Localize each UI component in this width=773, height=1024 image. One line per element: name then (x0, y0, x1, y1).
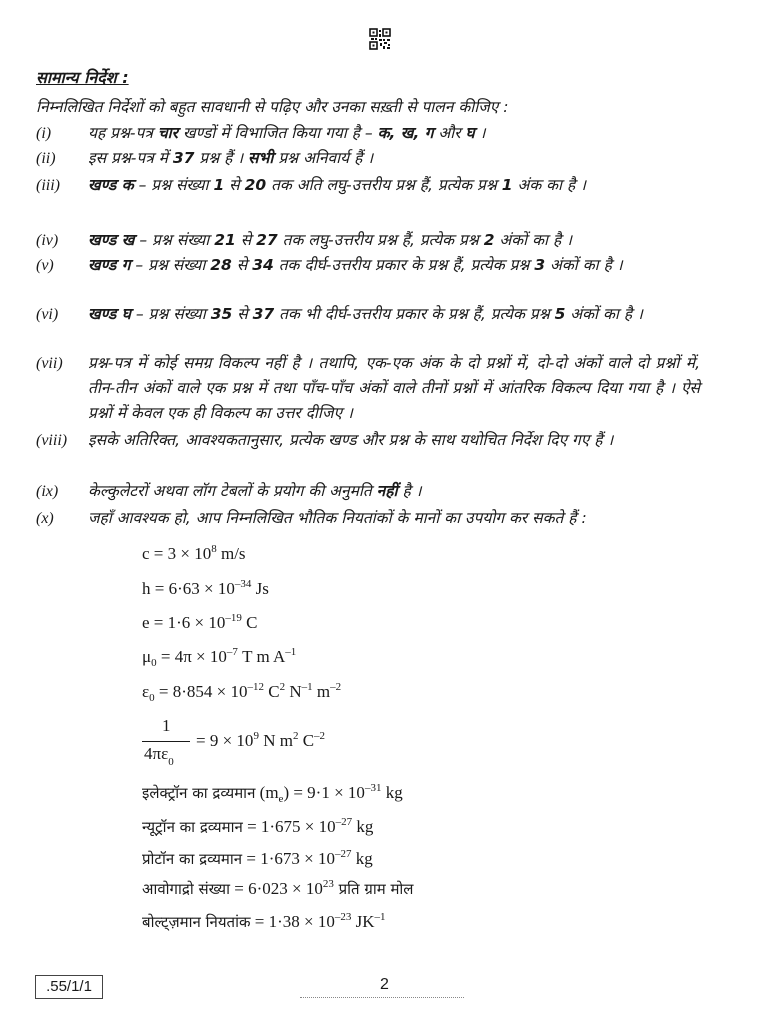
coulomb-value: = $9 \times 10^9$ N $m^2$ $C^{-2}$ (196, 730, 326, 750)
instruction-segment: तक दीर्घ-उत्तरीय प्रकार के प्रश्न हैं, प्रत्येक प्रश्न (273, 256, 535, 274)
constant-permeability: $\mu_0 = 4\pi \times 10^{-7}$ T m $A^{-1}$ (142, 646, 297, 669)
instruction-emphasis: 37 (172, 149, 195, 167)
instruction-emphasis: 5 (554, 305, 566, 323)
instruction-segment: खण्डों में विभाजित किया गया है – (178, 124, 378, 142)
instruction-item (36, 121, 700, 146)
constant-planck: $h = 6\cdot 63 \times 10^{-34}$ Js (142, 578, 269, 598)
instruction-segment: अंकों का है । (565, 305, 643, 323)
constant-boltzmann: बोल्ट्ज़मान नियतांक = $1\cdot 38 \times 10^{-23}$ $JK^{-1}$ (142, 911, 386, 931)
instruction-segment: तक लघु-उत्तरीय प्रश्न हैं, प्रत्येक प्रश्न (277, 231, 484, 249)
instruction-number: (viii) (36, 432, 68, 449)
instruction-segment: – प्रश्न संख्या (134, 231, 215, 249)
instruction-emphasis: नहीं (376, 482, 398, 500)
instruction-text (88, 479, 700, 504)
instruction-item (36, 428, 700, 453)
instruction-text (88, 428, 700, 453)
instruction-item (36, 173, 700, 198)
fraction-denominator: $4\pi\varepsilon_0$ (144, 744, 174, 768)
instruction-text (88, 253, 700, 278)
instruction-segment: – प्रश्न संख्या (130, 256, 211, 274)
constant-speed-of-light: $c = 3 \times 10^8$ m/s (142, 543, 246, 563)
instruction-emphasis: 27 (256, 231, 278, 249)
instruction-emphasis: 1 (501, 176, 513, 194)
constant-electron-charge: $e = 1\cdot 6 \times 10^{-19}$ C (142, 612, 258, 632)
fraction-line (142, 741, 190, 742)
instruction-emphasis: खण्ड ग (88, 256, 131, 274)
instruction-emphasis: 21 (214, 231, 236, 249)
instruction-item (36, 302, 700, 327)
instruction-emphasis: 3 (534, 256, 546, 274)
paper-code-box: .55/1/1 (35, 975, 103, 999)
constant-proton-mass: प्रोटॉन का द्रव्यमान = $1\cdot 673 \times 10^{-27}$ kg (142, 848, 373, 868)
instruction-number: (i) (36, 125, 52, 142)
instruction-segment: यह प्रश्न-पत्र (88, 124, 158, 142)
instruction-item (36, 228, 700, 253)
instruction-text (88, 121, 700, 146)
instruction-number: (vii) (36, 355, 63, 372)
instruction-segment: इसके अतिरिक्त, आवश्यकतानुसार, प्रत्येक खण्ड और प्रश्न के साथ यथोचित निर्देश दिए गए हैं । (88, 431, 614, 449)
instruction-segment: अंकों का है । (494, 231, 572, 249)
instruction-segment: से (232, 305, 253, 323)
constant-permittivity: $\varepsilon_0 = 8\cdot 854 \times 10^{-12}$ $C^2$ $N^{-1}$ $m^{-2}$ (142, 681, 342, 704)
instruction-number: (ii) (36, 150, 56, 167)
instruction-emphasis: 35 (210, 305, 233, 323)
instruction-segment: – प्रश्न संख्या (130, 305, 211, 323)
instruction-segment: है । (397, 482, 422, 500)
instruction-emphasis: 34 (252, 256, 274, 274)
instruction-segment: केल्कुलेटरों अथवा लॉग टेबलों के प्रयोग की अनुमति (88, 482, 377, 500)
qr-code-icon (369, 28, 391, 50)
instruction-number: (v) (36, 257, 54, 274)
instruction-segment: प्रश्न अनिवार्य हैं । (273, 149, 374, 167)
instruction-number: (iv) (36, 232, 59, 249)
instruction-text (88, 506, 700, 531)
instruction-text (88, 228, 700, 253)
instruction-segment: से (235, 231, 257, 249)
fraction-numerator: 1 (162, 716, 171, 735)
instruction-text (88, 173, 700, 198)
instruction-number: (iii) (36, 177, 60, 194)
instruction-segment: अंक का है । (512, 176, 587, 194)
instruction-segment: से (231, 256, 253, 274)
instruction-segment: जहाँ आवश्यक हो, आप निम्नलिखित भौतिक नियतांकों के मानों का उपयोग कर सकते हैं : (88, 509, 587, 527)
instruction-segment: प्रश्न-पत्र में कोई समग्र विकल्प नहीं है । तथापि, एक-एक अंक के दो प्रश्नों में, दो-दो अंकों वाले दो प्रश्नों में, तीन-तीन अंकों वाले एक प्रश्न में तथा पाँच-पाँच अंकों वाले तीनों प्रश्नों में आंतरिक विकल्प दिया गया है । ऐसे प्रश्नों में केवल एक ही विकल्प का उत्तर दीजिए । (88, 354, 700, 422)
instruction-emphasis: सभी (248, 149, 274, 167)
instruction-segment: इस प्रश्न-पत्र में (88, 149, 173, 167)
instruction-emphasis: चार (157, 124, 179, 142)
instruction-item (36, 506, 700, 531)
instruction-number: (vi) (36, 306, 59, 323)
instruction-emphasis: घ (465, 124, 475, 142)
instruction-segment: से (224, 176, 245, 194)
instruction-emphasis: 1 (213, 176, 225, 194)
page-number: 2 (380, 976, 389, 993)
instruction-text (88, 146, 700, 171)
instruction-segment: और (433, 124, 466, 142)
instruction-text (88, 351, 700, 426)
instruction-emphasis: 37 (252, 305, 275, 323)
general-instructions-heading: सामान्य निर्देश : (36, 68, 129, 87)
instruction-emphasis: 2 (483, 231, 495, 249)
instruction-text (88, 302, 700, 327)
instruction-segment: अंकों का है । (545, 256, 623, 274)
footer-divider (300, 997, 464, 998)
instruction-segment: तक अति लघु-उत्तरीय प्रश्न हैं, प्रत्येक प्रश्न (266, 176, 502, 194)
instruction-item (36, 351, 700, 426)
instruction-segment: । (474, 124, 486, 142)
instruction-emphasis: खण्ड ख (88, 231, 135, 249)
instruction-emphasis: खण्ड घ (88, 305, 131, 323)
instruction-item (36, 479, 700, 504)
instruction-number: (x) (36, 510, 54, 527)
instruction-segment: प्रश्न हैं । (194, 149, 249, 167)
constant-neutron-mass: न्यूट्रॉन का द्रव्यमान = $1\cdot 675 \times 10^{-27}$ kg (142, 816, 374, 836)
instruction-emphasis: क, ख, ग (377, 124, 434, 142)
constant-electron-mass: इलेक्ट्रॉन का द्रव्यमान $(m_e) = 9\cdot 1 \times 10^{-31}$ kg (142, 782, 403, 805)
instruction-item (36, 146, 700, 171)
instruction-segment: – प्रश्न संख्या (133, 176, 214, 194)
instruction-segment: तक भी दीर्घ-उत्तरीय प्रकार के प्रश्न हैं, प्रत्येक प्रश्न (274, 305, 555, 323)
instruction-item (36, 253, 700, 278)
instruction-emphasis: 28 (210, 256, 232, 274)
intro-text: निम्नलिखित निर्देशों को बहुत सावधानी से पढ़िए और उनका सख़्ती से पालन कीजिए : (36, 98, 509, 116)
instruction-emphasis: 20 (244, 176, 267, 194)
constant-avogadro: आवोगाद्रो संख्या = $6\cdot 023 \times 10^{23}$ प्रति ग्राम मोल (142, 878, 414, 898)
instruction-number: (ix) (36, 483, 59, 500)
instruction-emphasis: खण्ड क (88, 176, 134, 194)
